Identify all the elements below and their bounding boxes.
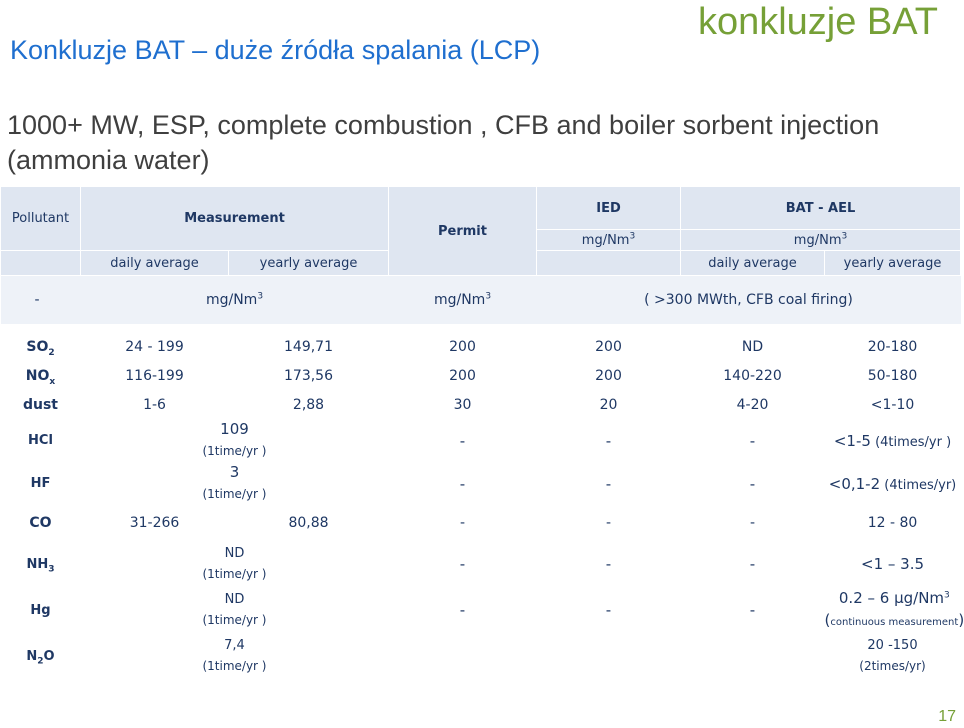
table-row: [1, 462, 961, 505]
ied-value: 200: [595, 338, 622, 355]
bat-yearly: 20-180: [867, 338, 918, 355]
measurement-value: 109 (1time/yr ): [202, 420, 267, 458]
corner-title: konkluzje BAT: [697, 1, 938, 43]
table-row: [1, 587, 961, 633]
ied-value: -: [605, 474, 612, 493]
pollutant-label: HCl: [28, 433, 53, 448]
measurement-yearly: 2,88: [292, 396, 325, 413]
bat-yearly: <1-10: [870, 396, 915, 413]
permit-value: -: [459, 515, 466, 531]
permit-value: 200: [449, 367, 476, 384]
ied-value: -: [605, 431, 612, 450]
header-blank: [1, 251, 81, 276]
permit-value: 30: [453, 396, 472, 413]
bat-ael-header: BAT - AEL: [681, 187, 961, 230]
measurement-daily: 1-6: [143, 396, 166, 413]
table-row: [1, 361, 961, 390]
table-row: [1, 505, 961, 541]
bat-yearly: 0.2 – 6 µg/Nm$^3$ (continuous measurement): [824, 588, 964, 629]
pollutant-header: Pollutant: [1, 187, 81, 251]
slide-number: 17: [938, 708, 956, 725]
table-row: [1, 633, 961, 679]
ied-blank: [537, 251, 681, 276]
pollutant-label: dust: [22, 396, 58, 413]
bat-daily-header: daily average: [681, 251, 825, 276]
bat-unit: mg/Nm$^3$: [681, 230, 961, 251]
bat-yearly: <1 – 3.5: [861, 555, 925, 573]
permit-value: [389, 633, 537, 679]
measurement-daily: 116-199: [125, 367, 184, 384]
table-row: [1, 419, 961, 462]
permit-unit: mg/Nm$^3$: [389, 276, 537, 325]
measurement-value: ND (1time/yr ): [202, 591, 267, 627]
scope-note: ( >300 MWth, CFB coal firing): [537, 276, 961, 325]
bat-daily: -: [749, 555, 756, 573]
measurement-daily-header: daily average: [81, 251, 229, 276]
table-row: [1, 390, 961, 419]
measurement-daily: 31-266: [129, 515, 180, 531]
table-row: [1, 324, 961, 361]
bat-daily: -: [749, 515, 756, 531]
ied-value: [537, 633, 681, 679]
bat-daily: -: [749, 474, 756, 493]
pollutant-label: $NH_3$: [26, 556, 55, 575]
permit-header: Permit: [389, 187, 537, 276]
page-title: Konkluzje BAT – duże źródła spalania (LCP): [10, 35, 541, 65]
units-row: [1, 276, 961, 325]
bat-daily: -: [749, 431, 756, 450]
permit-value: -: [459, 431, 466, 450]
subtitle: 1000+ MW, ESP, complete combustion , CFB and boiler sorbent injection (ammonia water): [7, 110, 880, 175]
pollutant-label: CO: [29, 515, 52, 531]
bat-yearly: <1-5 (4times/yr ): [833, 431, 952, 450]
measurement-value: ND (1time/yr ): [202, 545, 267, 581]
ied-value: 20: [599, 396, 618, 413]
permit-value: -: [459, 601, 466, 619]
bat-yearly: 50-180: [867, 367, 918, 384]
pollutant-label: $SO_2$: [26, 338, 55, 358]
measurement-unit: mg/Nm$^3$: [81, 276, 389, 325]
table-row: [1, 541, 961, 587]
measurement-yearly: 173,56: [284, 367, 333, 384]
bat-daily: 4-20: [736, 396, 769, 413]
ied-value: -: [605, 601, 612, 619]
permit-value: -: [459, 474, 466, 493]
ied-value: -: [605, 555, 612, 573]
bat-daily: 140-220: [723, 367, 782, 384]
ied-value: -: [605, 515, 612, 531]
bat-daily: -: [749, 601, 756, 619]
bat-yearly: <0,1-2 (4times/yr): [828, 474, 957, 493]
bat-daily: [681, 633, 825, 679]
permit-value: 200: [449, 338, 476, 355]
permit-value: -: [459, 555, 466, 573]
measurement-yearly: 149,71: [284, 338, 333, 355]
measurement-daily: 24 - 199: [125, 338, 184, 355]
pollutant-label: $N_2O$: [26, 648, 55, 667]
bat-yearly: 12 - 80: [867, 515, 918, 531]
measurement-yearly: 80,88: [288, 515, 329, 531]
pollutant-label: $NO_x$: [25, 367, 56, 387]
measurement-header: Measurement: [81, 187, 389, 251]
measurement-yearly-header: yearly average: [229, 251, 389, 276]
units-dash: -: [1, 276, 81, 325]
ied-value: 200: [595, 367, 622, 384]
measurement-value: 7,4 (1time/yr ): [202, 637, 267, 673]
ied-unit: mg/Nm$^3$: [537, 230, 681, 251]
bat-yearly-header: yearly average: [825, 251, 961, 276]
header-row-1: [1, 187, 961, 230]
bat-yearly: 20 -150 (2times/yr): [859, 637, 926, 673]
pollutant-label: Hg: [30, 602, 51, 618]
bat-comparison-table: [0, 186, 964, 679]
measurement-value: 3 (1time/yr ): [202, 463, 267, 501]
bat-daily: ND: [741, 338, 764, 355]
pollutant-label: HF: [30, 476, 51, 491]
ied-header: IED: [537, 187, 681, 230]
